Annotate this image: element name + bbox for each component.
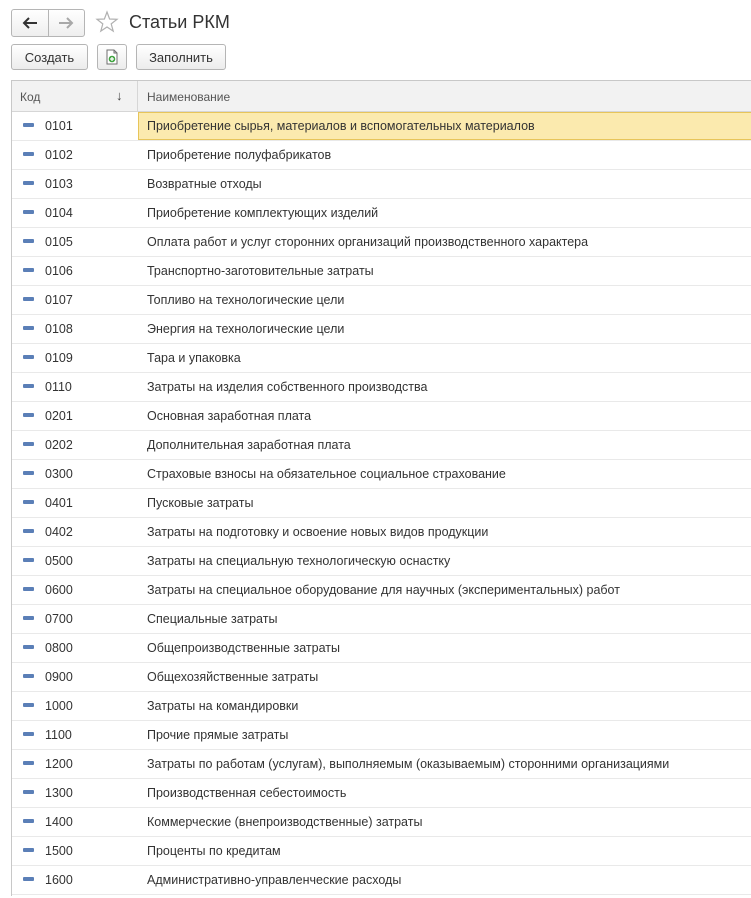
row-name: Приобретение сырья, материалов и вспомогательных материалов bbox=[138, 112, 751, 140]
table-row[interactable] bbox=[12, 402, 751, 431]
table-row[interactable] bbox=[12, 547, 751, 576]
table-row[interactable] bbox=[12, 779, 751, 808]
row-code: 0500 bbox=[45, 554, 73, 568]
row-name: Затраты по работам (услугам), выполняемым (оказываемым) сторонними организациями bbox=[147, 757, 670, 771]
item-icon bbox=[23, 123, 34, 127]
row-code: 0107 bbox=[45, 293, 73, 307]
table-row[interactable] bbox=[12, 808, 751, 837]
row-code: 1300 bbox=[45, 786, 73, 800]
row-name: Затраты на подготовку и освоение новых видов продукции bbox=[147, 525, 489, 539]
table-row[interactable] bbox=[12, 866, 751, 895]
row-name: Административно-управленческие расходы bbox=[147, 873, 402, 887]
row-code: 0102 bbox=[45, 148, 73, 162]
table-row[interactable] bbox=[12, 112, 751, 141]
row-name: Страховые взносы на обязательное социальное страхование bbox=[147, 467, 506, 481]
row-code: 0300 bbox=[45, 467, 73, 481]
row-name: Прочие прямые затраты bbox=[147, 728, 289, 742]
item-icon bbox=[23, 210, 34, 214]
row-name: Топливо на технологические цели bbox=[147, 293, 345, 307]
row-name: Общепроизводственные затраты bbox=[147, 641, 340, 655]
row-name: Проценты по кредитам bbox=[147, 844, 281, 858]
item-icon bbox=[23, 355, 34, 359]
row-code: 0108 bbox=[45, 322, 73, 336]
table-row[interactable] bbox=[12, 489, 751, 518]
table-row[interactable] bbox=[12, 373, 751, 402]
row-code: 0202 bbox=[45, 438, 73, 452]
row-name: Приобретение полуфабрикатов bbox=[147, 148, 332, 162]
table-header bbox=[12, 81, 751, 112]
row-code: 0401 bbox=[45, 496, 73, 510]
column-divider[interactable] bbox=[137, 81, 138, 111]
column-header-name[interactable]: Наименование bbox=[147, 90, 231, 104]
row-code: 0900 bbox=[45, 670, 73, 684]
item-icon bbox=[23, 297, 34, 301]
row-name: Затраты на командировки bbox=[147, 699, 299, 713]
item-icon bbox=[23, 877, 34, 881]
table-row[interactable] bbox=[12, 663, 751, 692]
item-icon bbox=[23, 819, 34, 823]
navigation-buttons bbox=[11, 9, 85, 37]
table-row[interactable] bbox=[12, 750, 751, 779]
row-code: 1500 bbox=[45, 844, 73, 858]
row-code: 0402 bbox=[45, 525, 73, 539]
row-name: Специальные затраты bbox=[147, 612, 278, 626]
item-icon bbox=[23, 761, 34, 765]
row-name: Затраты на специальное оборудование для научных (экспериментальных) работ bbox=[147, 583, 620, 597]
row-name: Тара и упаковка bbox=[147, 351, 241, 365]
row-code: 1600 bbox=[45, 873, 73, 887]
row-code: 0110 bbox=[45, 380, 72, 394]
row-code: 0106 bbox=[45, 264, 73, 278]
item-icon bbox=[23, 181, 34, 185]
item-icon bbox=[23, 645, 34, 649]
row-code: 0105 bbox=[45, 235, 73, 249]
star-icon[interactable] bbox=[95, 10, 119, 34]
table-row[interactable] bbox=[12, 315, 751, 344]
arrow-left-icon bbox=[22, 17, 38, 29]
table-row[interactable] bbox=[12, 460, 751, 489]
forward-button[interactable] bbox=[48, 10, 85, 36]
table-row[interactable] bbox=[12, 692, 751, 721]
row-code: 0600 bbox=[45, 583, 73, 597]
row-name: Общехозяйственные затраты bbox=[147, 670, 319, 684]
row-code: 1200 bbox=[45, 757, 73, 771]
row-name: Транспортно-заготовительные затраты bbox=[147, 264, 374, 278]
table-row[interactable] bbox=[12, 634, 751, 663]
item-icon bbox=[23, 848, 34, 852]
row-code: 0103 bbox=[45, 177, 73, 191]
document-add-icon bbox=[105, 49, 119, 65]
item-icon bbox=[23, 384, 34, 388]
row-name: Энергия на технологические цели bbox=[147, 322, 345, 336]
row-name: Основная заработная плата bbox=[147, 409, 312, 423]
table-row[interactable] bbox=[12, 431, 751, 460]
row-code: 0104 bbox=[45, 206, 73, 220]
row-code: 0101 bbox=[45, 119, 73, 133]
item-icon bbox=[23, 790, 34, 794]
page-title: Статьи РКМ bbox=[129, 12, 230, 32]
item-icon bbox=[23, 558, 34, 562]
create-button[interactable]: Создать bbox=[11, 44, 88, 70]
row-code: 0109 bbox=[45, 351, 73, 365]
fill-button[interactable]: Заполнить bbox=[136, 44, 226, 70]
item-icon bbox=[23, 616, 34, 620]
item-icon bbox=[23, 587, 34, 591]
table-row[interactable] bbox=[12, 141, 751, 170]
table-row[interactable] bbox=[12, 199, 751, 228]
item-icon bbox=[23, 152, 34, 156]
table-row[interactable] bbox=[12, 286, 751, 315]
table-row[interactable] bbox=[12, 605, 751, 634]
item-icon bbox=[23, 529, 34, 533]
row-name: Приобретение комплектующих изделий bbox=[147, 206, 379, 220]
item-icon bbox=[23, 239, 34, 243]
item-icon bbox=[23, 268, 34, 272]
row-name: Оплата работ и услуг сторонних организаций производственного характера bbox=[147, 235, 589, 249]
row-code: 1000 bbox=[45, 699, 73, 713]
row-code: 1100 bbox=[45, 728, 72, 742]
row-name: Затраты на изделия собственного производства bbox=[147, 380, 428, 394]
table-row[interactable] bbox=[12, 837, 751, 866]
item-icon bbox=[23, 674, 34, 678]
item-icon bbox=[23, 500, 34, 504]
table-row[interactable] bbox=[12, 257, 751, 286]
item-icon bbox=[23, 703, 34, 707]
table-body bbox=[12, 112, 751, 895]
item-icon bbox=[23, 732, 34, 736]
item-icon bbox=[23, 442, 34, 446]
table-row[interactable] bbox=[12, 721, 751, 750]
row-code: 0700 bbox=[45, 612, 73, 626]
back-button[interactable] bbox=[12, 10, 48, 36]
table-row[interactable] bbox=[12, 576, 751, 605]
arrow-right-icon bbox=[58, 17, 74, 29]
row-code: 1400 bbox=[45, 815, 73, 829]
table-row[interactable] bbox=[12, 170, 751, 199]
column-header-code[interactable]: Код bbox=[20, 90, 41, 104]
table-row[interactable] bbox=[12, 344, 751, 373]
row-code: 0201 bbox=[45, 409, 73, 423]
create-by-copy-button[interactable] bbox=[97, 44, 127, 70]
row-name: Пусковые затраты bbox=[147, 496, 254, 510]
item-icon bbox=[23, 471, 34, 475]
row-name: Затраты на специальную технологическую оснастку bbox=[147, 554, 451, 568]
row-code: 0800 bbox=[45, 641, 73, 655]
row-name: Производственная себестоимость bbox=[147, 786, 347, 800]
row-name: Коммерческие (внепроизводственные) затраты bbox=[147, 815, 423, 829]
items-table bbox=[11, 80, 751, 896]
row-name: Дополнительная заработная плата bbox=[147, 438, 351, 452]
table-row[interactable] bbox=[12, 228, 751, 257]
item-icon bbox=[23, 413, 34, 417]
table-row[interactable] bbox=[12, 518, 751, 547]
row-name: Возвратные отходы bbox=[147, 177, 262, 191]
item-icon bbox=[23, 326, 34, 330]
sort-descending-icon: ↓ bbox=[116, 88, 123, 103]
